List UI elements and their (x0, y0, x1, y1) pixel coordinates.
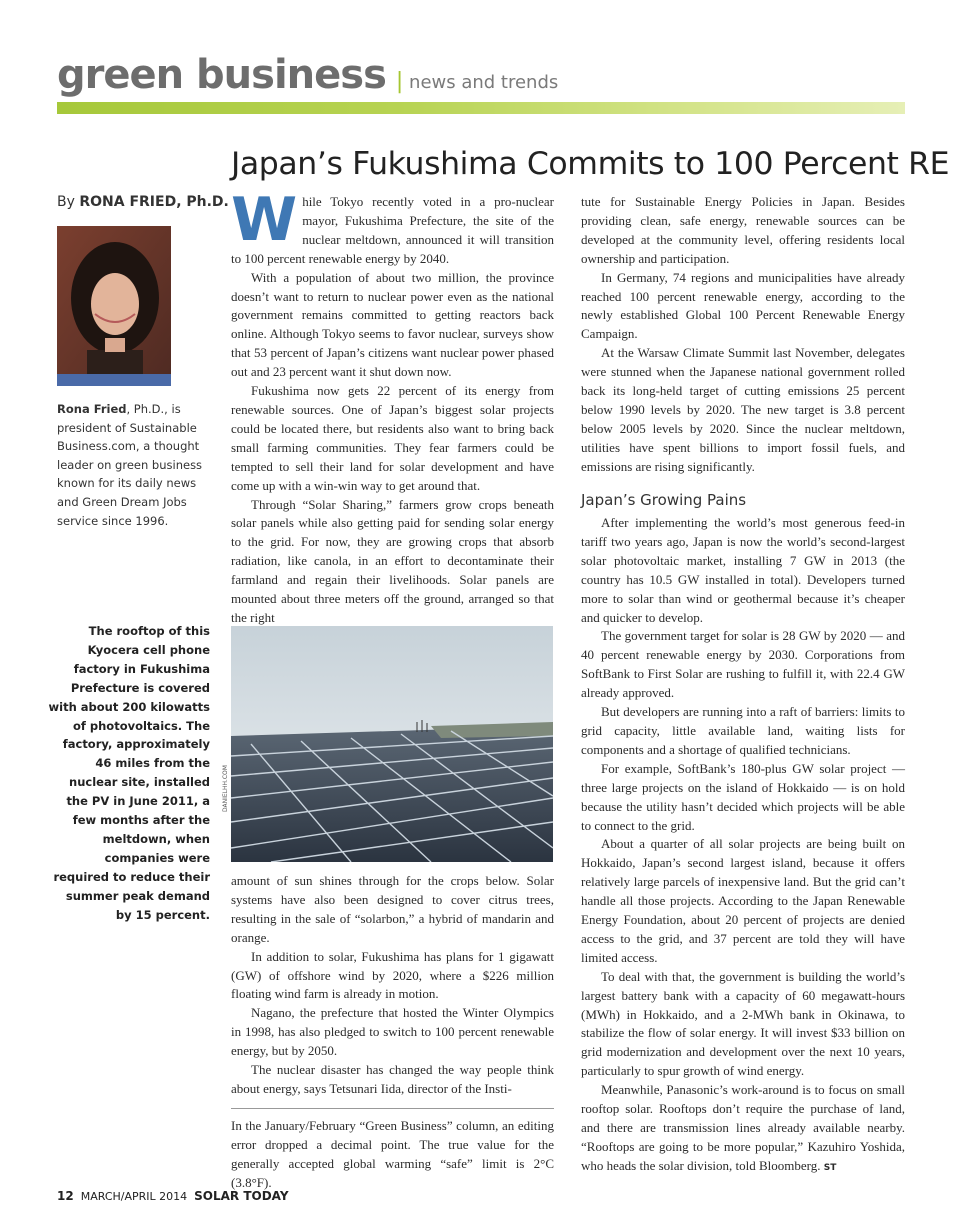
photo-caption: The rooftop of this Kyocera cell phone factory in Fukushima Prefecture is covered with about 200 kilowatts of photovoltaics. The factory, approximately 46 miles from the nuclear site, installed the PV in June 2011, a few months after the meltdown, when companies were required to reduce their summer peak demand by 15 percent. (48, 624, 210, 922)
correction-divider (231, 1108, 554, 1109)
paragraph: At the Warsaw Climate Summit last November, delegates were stunned when the Japanese national government rolled back its long-held target of cutting emissions 25 percent below 1990 levels by 2020. The new target is 3.8 percent below 2005 levels by 2020. Since the nuclear meltdown, utilities have spent billions to import fossil fuels, and emissions are rising significantly. (581, 345, 905, 474)
photo-credit: DANIELHH.COM (222, 765, 229, 812)
byline: By RONA FRIED, Ph.D. (57, 194, 229, 210)
end-mark: ST (823, 1162, 837, 1173)
article-headline: Japan’s Fukushima Commits to 100 Percent RE (231, 146, 950, 182)
paragraph: Fukushima now gets 22 percent of its energy from renewable sources. One of Japan’s biggest solar projects could be located there, but residents also want to bring back small farming communities. They fear farmers could be tempted to sell their land for solar development and have come up with a win-win way to get around that. (231, 383, 554, 493)
section-rule (57, 102, 905, 114)
paragraph: After implementing the world’s most generous feed-in tariff two years ago, Japan is now the world’s second-largest solar photovoltaic market, installing 7 GW in 2013 (the country has 10.5 GW installed in total). Developers turned more to solar than wind or geothermal because it’s cheaper and quicker to develop. (581, 515, 905, 625)
article-column-2-continued (581, 514, 905, 1178)
article-column-1 (231, 185, 554, 628)
section-title: green business (57, 52, 386, 98)
paragraph: The nuclear disaster has changed the way people think about energy, says Tetsunari Iida, director of the Insti- (231, 1062, 554, 1096)
author-photo (57, 226, 171, 386)
paragraph: amount of sun shines through for the crops below. Solar systems have also been designed to cover citrus trees, resulting in the sale of “solarbon,” a hybrid of mandarin and orange. (231, 873, 554, 945)
page-number: 12 (57, 1189, 74, 1203)
paragraph: While Tokyo recently voted in a pro-nuclear mayor, Fukushima Prefecture, the site of the nuclear meltdown, announced it will transition to 100 percent renewable energy by 2040. (231, 185, 554, 266)
paragraph: In addition to solar, Fukushima has plans for 1 gigawatt (GW) of offshore wind by 2020, where a $226 million floating wind farm is already in motion. (231, 948, 554, 1002)
issue-date: MARCH/APRIL 2014 (80, 1190, 188, 1203)
author-bio: Rona Fried, Ph.D., is president of Sustainable Business.com, a thought leader on green business known for its daily news and Green Dream Jobs service since 1996. (57, 402, 203, 528)
paragraph: The government target for solar is 28 GW by 2020 — and 40 percent renewable energy by 2030. Corporations from SoftBank to First Solar are rushing to fulfill it, with 22.4 GW already approved. (581, 628, 905, 701)
page-footer (57, 1189, 289, 1203)
subheading: Japan’s Growing Pains (581, 491, 747, 509)
paragraph: Nagano, the prefecture that hosted the Winter Olympics in 1998, has also pledged to switch to 100 percent renewable energy, but by 2050. (231, 1005, 554, 1059)
author-name: RONA FRIED, Ph.D. (79, 194, 229, 210)
magazine-name: SOLAR TODAY (194, 1189, 289, 1203)
article-column-1-continued (231, 872, 554, 1099)
paragraph: Meanwhile, Panasonic’s work-around is to focus on small rooftop solar. Rooftops don’t require the purchase of land, and there are transmission lines already available nearby. “Rooftops are going to be more popular,” Kazuhiro Yoshida, who heads the solar division, told Bloomberg. ST (581, 1082, 905, 1173)
paragraph: tute for Sustainable Energy Policies in Japan. Besides providing clean, safe energy, renewable sources can be developed at the community level, offering residents local ownership and participation. (581, 194, 905, 266)
solar-rooftop-photo (231, 626, 553, 862)
paragraph: For example, SoftBank’s 180-plus GW solar project — three large projects on the island of Hokkaido — is on hold because the utility hasn’t decided which projects will be able to connect to the grid. (581, 760, 905, 833)
paragraph: About a quarter of all solar projects are being built on Hokkaido, Japan’s second largest island, because it offers relatively large parcels of inexpensive land. But the grid can’t handle all those projects. According to the Japan Renewable Energy Foundation, about 20 percent of projects are denied access to the grid, and 37 percent are told they will have limited access. (581, 836, 905, 965)
drop-cap: W (231, 185, 298, 255)
paragraph: Through “Solar Sharing,” farmers grow crops beneath solar panels while also getting paid for sending solar energy to the grid. For now, they are growing crops that absorb radiation, like canola, in an effort to decontaminate their farmland and regain their livelihoods. Solar panels are mounted about three meters off the ground, arranged so that the right (231, 496, 554, 625)
paragraph: In Germany, 74 regions and municipalities have already reached 100 percent renewable energy, according to the newly established Global 100 Percent Renewable Energy Campaign. (581, 269, 905, 342)
paragraph: With a population of about two million, the province doesn’t want to return to nuclear power even as the national government remains committed to getting reactors back online. Although Tokyo seems to favor nuclear, surveys show that 53 percent of Japan’s citizens want nuclear power phased out and 23 percent want it shut down now. (231, 269, 554, 380)
section-header (57, 52, 558, 98)
correction-note: In the January/February “Green Business” column, an editing error dropped a decimal point. The true value for the generally accepted global warming “safe” limit is 2°C (3.8°F). (231, 1118, 554, 1190)
section-subtitle: | news and trends (395, 69, 559, 94)
paragraph: To deal with that, the government is building the world’s largest battery bank with a capacity of 60 megawatt-hours (MWh) in Hokkaido, and a 2-MWh bank in Okinawa, to stabilize the flow of solar energy. It will invest $33 billion on grid modernization and development over the next 10 years, particularly to spur growth of wind energy. (581, 968, 905, 1079)
article-column-2 (581, 193, 905, 477)
paragraph: But developers are running into a raft of barriers: limits to grid capacity, little available land, waiting lists for components and a shortage of qualified technicians. (581, 704, 905, 757)
